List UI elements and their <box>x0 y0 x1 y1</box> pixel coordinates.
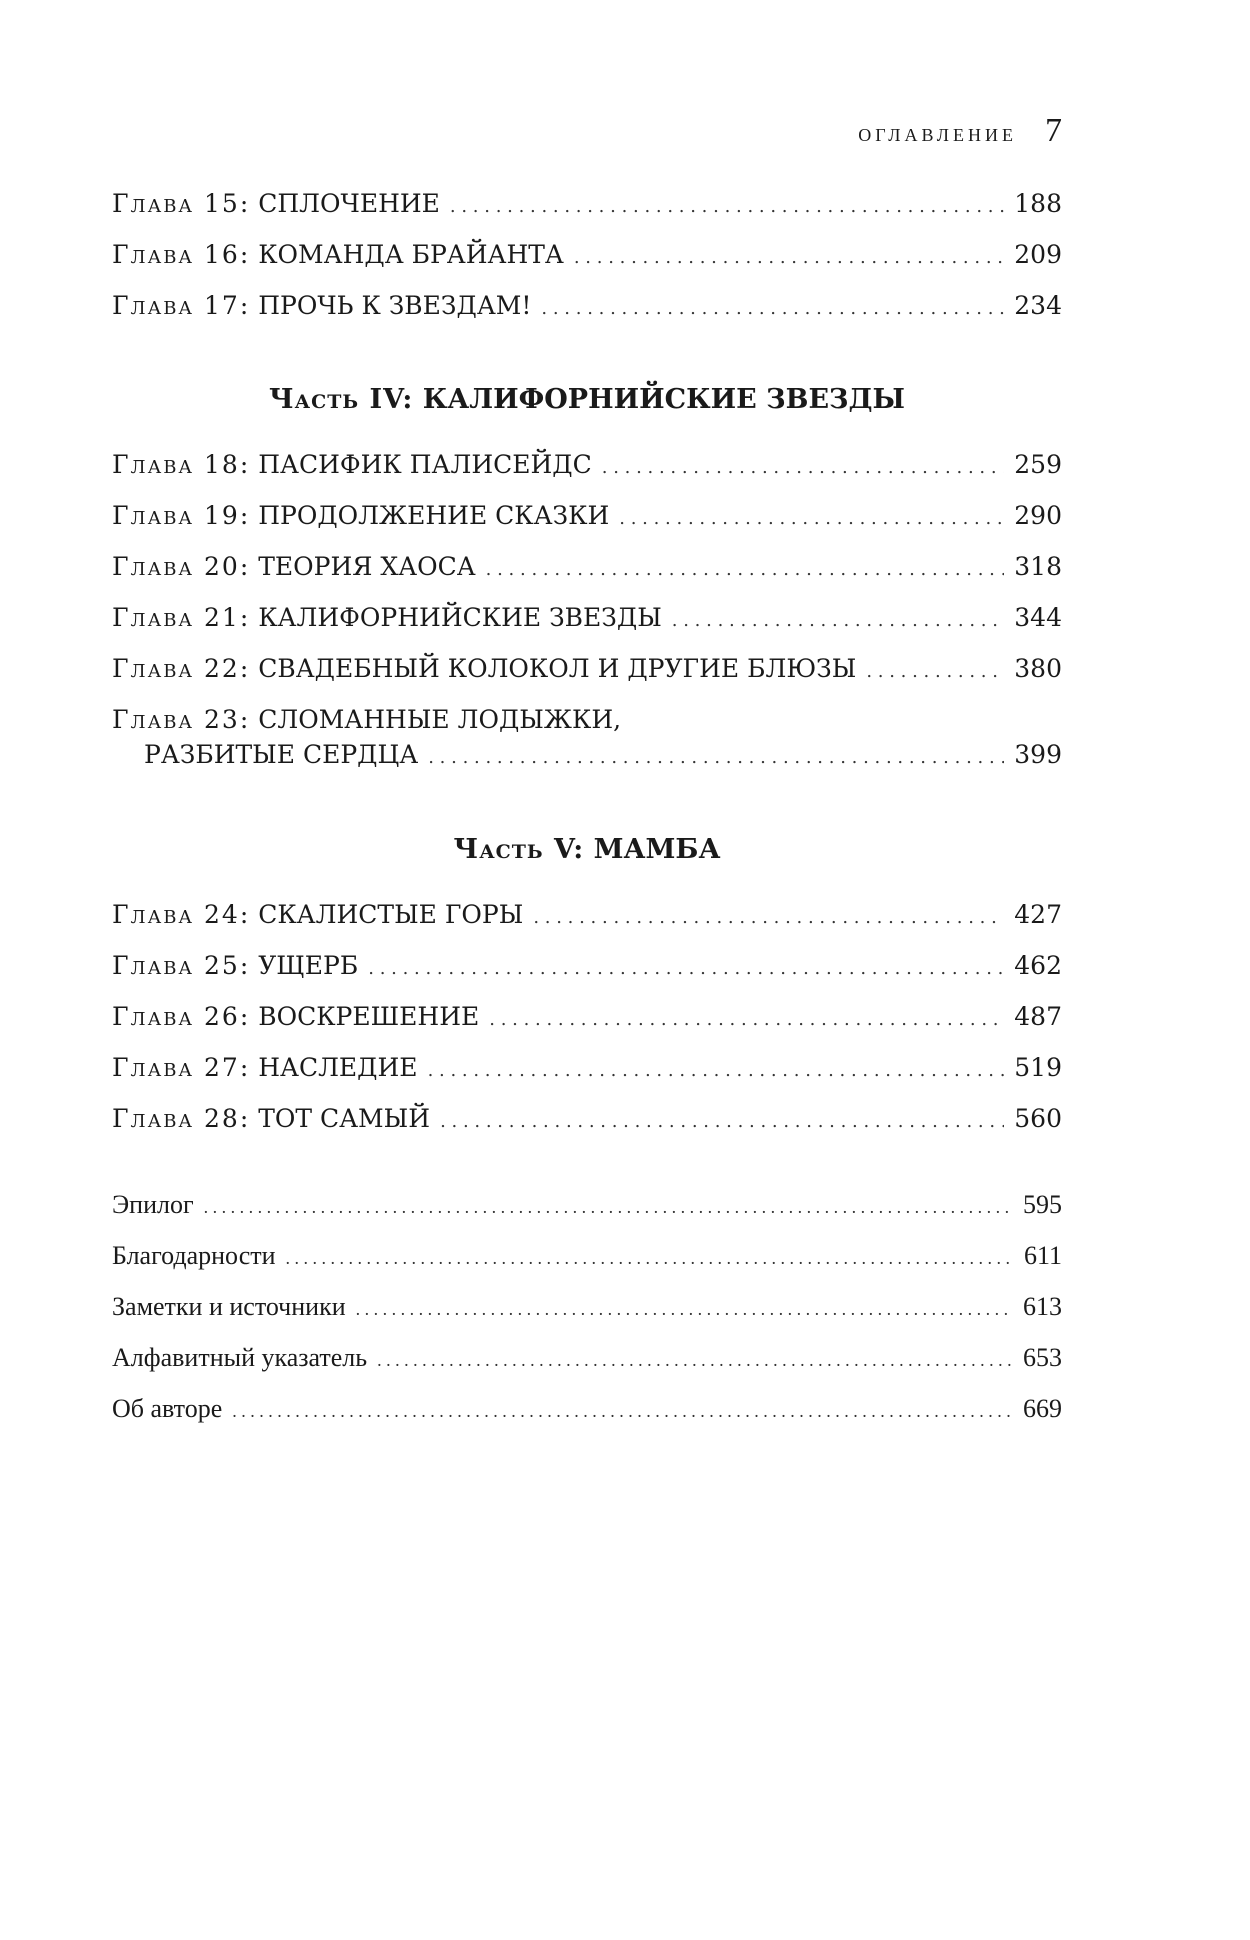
back-matter-entry[interactable] <box>112 1187 1062 1225</box>
chapter-title: ПРОЧЬ К ЗВЕЗДАМ! <box>258 291 532 320</box>
toc-entry[interactable] <box>112 288 1062 327</box>
chapter-prefix: Глава 19: <box>112 501 251 530</box>
back-matter-title: Алфавитный указатель <box>112 1343 368 1372</box>
page-number: 7 <box>1045 112 1062 149</box>
toc-entry[interactable] <box>112 897 1062 936</box>
entry-page-number: 318 <box>1014 552 1062 581</box>
chapter-title-continuation: РАЗБИТЫЕ СЕРДЦА <box>144 740 419 769</box>
chapter-title: УЩЕРБ <box>258 951 359 980</box>
dot-leader <box>486 552 1005 588</box>
chapter-prefix: Глава 21: <box>112 603 251 632</box>
chapter-prefix: Глава 20: <box>112 552 251 581</box>
chapter-prefix: Глава 27: <box>112 1053 251 1082</box>
part-title: МАМБА <box>593 834 721 865</box>
chapter-prefix: Глава 24: <box>112 900 251 929</box>
dot-leader <box>377 1342 1013 1378</box>
dot-leader <box>533 900 1004 936</box>
toc-entry[interactable] <box>112 999 1062 1038</box>
toc-entry-continuation[interactable] <box>112 737 1062 776</box>
back-matter-title: Эпилог <box>112 1190 194 1219</box>
back-matter-entry[interactable] <box>112 1340 1062 1378</box>
chapter-title: НАСЛЕДИЕ <box>258 1053 418 1082</box>
entry-page-number: 209 <box>1014 240 1062 269</box>
dot-leader <box>672 603 1004 639</box>
chapter-prefix: Глава 26: <box>112 1002 251 1031</box>
back-matter-title: Об авторе <box>112 1394 223 1423</box>
chapter-prefix: Глава 23: <box>112 705 251 734</box>
chapter-title: ТЕОРИЯ ХАОСА <box>258 552 476 581</box>
dot-leader <box>368 951 1004 987</box>
dot-leader <box>450 189 1004 225</box>
dot-leader <box>232 1393 1013 1429</box>
toc-entry[interactable] <box>112 186 1062 225</box>
chapter-prefix: Глава 28: <box>112 1104 251 1133</box>
dot-leader <box>440 1104 1004 1140</box>
dot-leader <box>541 291 1004 327</box>
entry-page-number: 560 <box>1014 1104 1062 1133</box>
chapter-title: СПЛОЧЕНИЕ <box>258 189 440 218</box>
dot-leader <box>356 1291 1013 1327</box>
entry-page-number: 669 <box>1023 1394 1062 1423</box>
toc-page <box>112 0 1062 1940</box>
dot-leader <box>602 450 1005 486</box>
toc-entry[interactable] <box>112 651 1062 690</box>
toc-entry[interactable] <box>112 1101 1062 1140</box>
entry-page-number: 427 <box>1014 900 1062 929</box>
chapter-title: ПАСИФИК ПАЛИСЕЙДС <box>258 450 592 479</box>
chapter-title: СВАДЕБНЫЙ КОЛОКОЛ И ДРУГИЕ БЛЮЗЫ <box>258 654 857 683</box>
running-head-title: оглавление <box>858 120 1017 147</box>
entry-page-number: 613 <box>1023 1292 1062 1321</box>
chapter-title: ВОСКРЕШЕНИЕ <box>258 1002 480 1031</box>
chapter-title: КАЛИФОРНИЙСКИЕ ЗВЕЗДЫ <box>258 603 662 632</box>
entry-page-number: 399 <box>1014 740 1062 769</box>
toc-entry[interactable] <box>112 549 1062 588</box>
back-matter-entry[interactable] <box>112 1391 1062 1429</box>
dot-leader <box>619 501 1004 537</box>
chapter-prefix: Глава 15: <box>112 189 251 218</box>
toc-entry[interactable] <box>112 948 1062 987</box>
entry-page-number: 595 <box>1023 1190 1062 1219</box>
toc-entry[interactable] <box>112 447 1062 486</box>
dot-leader <box>866 654 1004 690</box>
dot-leader <box>428 1053 1005 1089</box>
entry-page-number: 259 <box>1014 450 1062 479</box>
back-matter-title: Заметки и источники <box>112 1292 346 1321</box>
entry-page-number: 380 <box>1014 654 1062 683</box>
chapter-prefix: Глава 18: <box>112 450 251 479</box>
back-matter-entry[interactable] <box>112 1238 1062 1276</box>
part-heading <box>112 830 1062 870</box>
chapter-prefix: Глава 22: <box>112 654 251 683</box>
dot-leader <box>428 740 1004 776</box>
chapter-title: ПРОДОЛЖЕНИЕ СКАЗКИ <box>258 501 610 530</box>
part-title: КАЛИФОРНИЙСКИЕ ЗВЕЗДЫ <box>422 384 905 415</box>
part-prefix: Часть IV: <box>269 384 414 415</box>
chapter-prefix: Глава 16: <box>112 240 251 269</box>
entry-page-number: 188 <box>1014 189 1062 218</box>
chapter-prefix: Глава 25: <box>112 951 251 980</box>
dot-leader <box>574 240 1004 276</box>
back-matter-entry[interactable] <box>112 1289 1062 1327</box>
toc-entry[interactable] <box>112 1050 1062 1089</box>
entry-page-number: 344 <box>1014 603 1062 632</box>
part-heading <box>112 380 1062 420</box>
chapter-title: КОМАНДА БРАЙАНТА <box>258 240 564 269</box>
toc-entry[interactable] <box>112 498 1062 537</box>
chapter-title: СЛОМАННЫЕ ЛОДЫЖКИ, <box>258 705 622 734</box>
entry-page-number: 487 <box>1014 1002 1062 1031</box>
chapter-title: ТОТ САМЫЙ <box>258 1104 431 1133</box>
entry-page-number: 462 <box>1014 951 1062 980</box>
chapter-prefix: Глава 17: <box>112 291 251 320</box>
dot-leader <box>204 1189 1013 1225</box>
chapter-title: СКАЛИСТЫЕ ГОРЫ <box>258 900 524 929</box>
toc-entry[interactable] <box>112 600 1062 639</box>
toc-entry[interactable] <box>112 237 1062 276</box>
part-prefix: Часть V: <box>453 834 585 865</box>
toc-entry[interactable] <box>112 702 1062 738</box>
dot-leader <box>286 1240 1014 1276</box>
entry-page-number: 234 <box>1014 291 1062 320</box>
back-matter-title: Благодарности <box>112 1241 276 1270</box>
entry-page-number: 519 <box>1014 1053 1062 1082</box>
dot-leader <box>489 1002 1004 1038</box>
entry-page-number: 653 <box>1023 1343 1062 1372</box>
entry-page-number: 290 <box>1014 501 1062 530</box>
entry-page-number: 611 <box>1023 1241 1062 1270</box>
running-head <box>858 112 1062 156</box>
